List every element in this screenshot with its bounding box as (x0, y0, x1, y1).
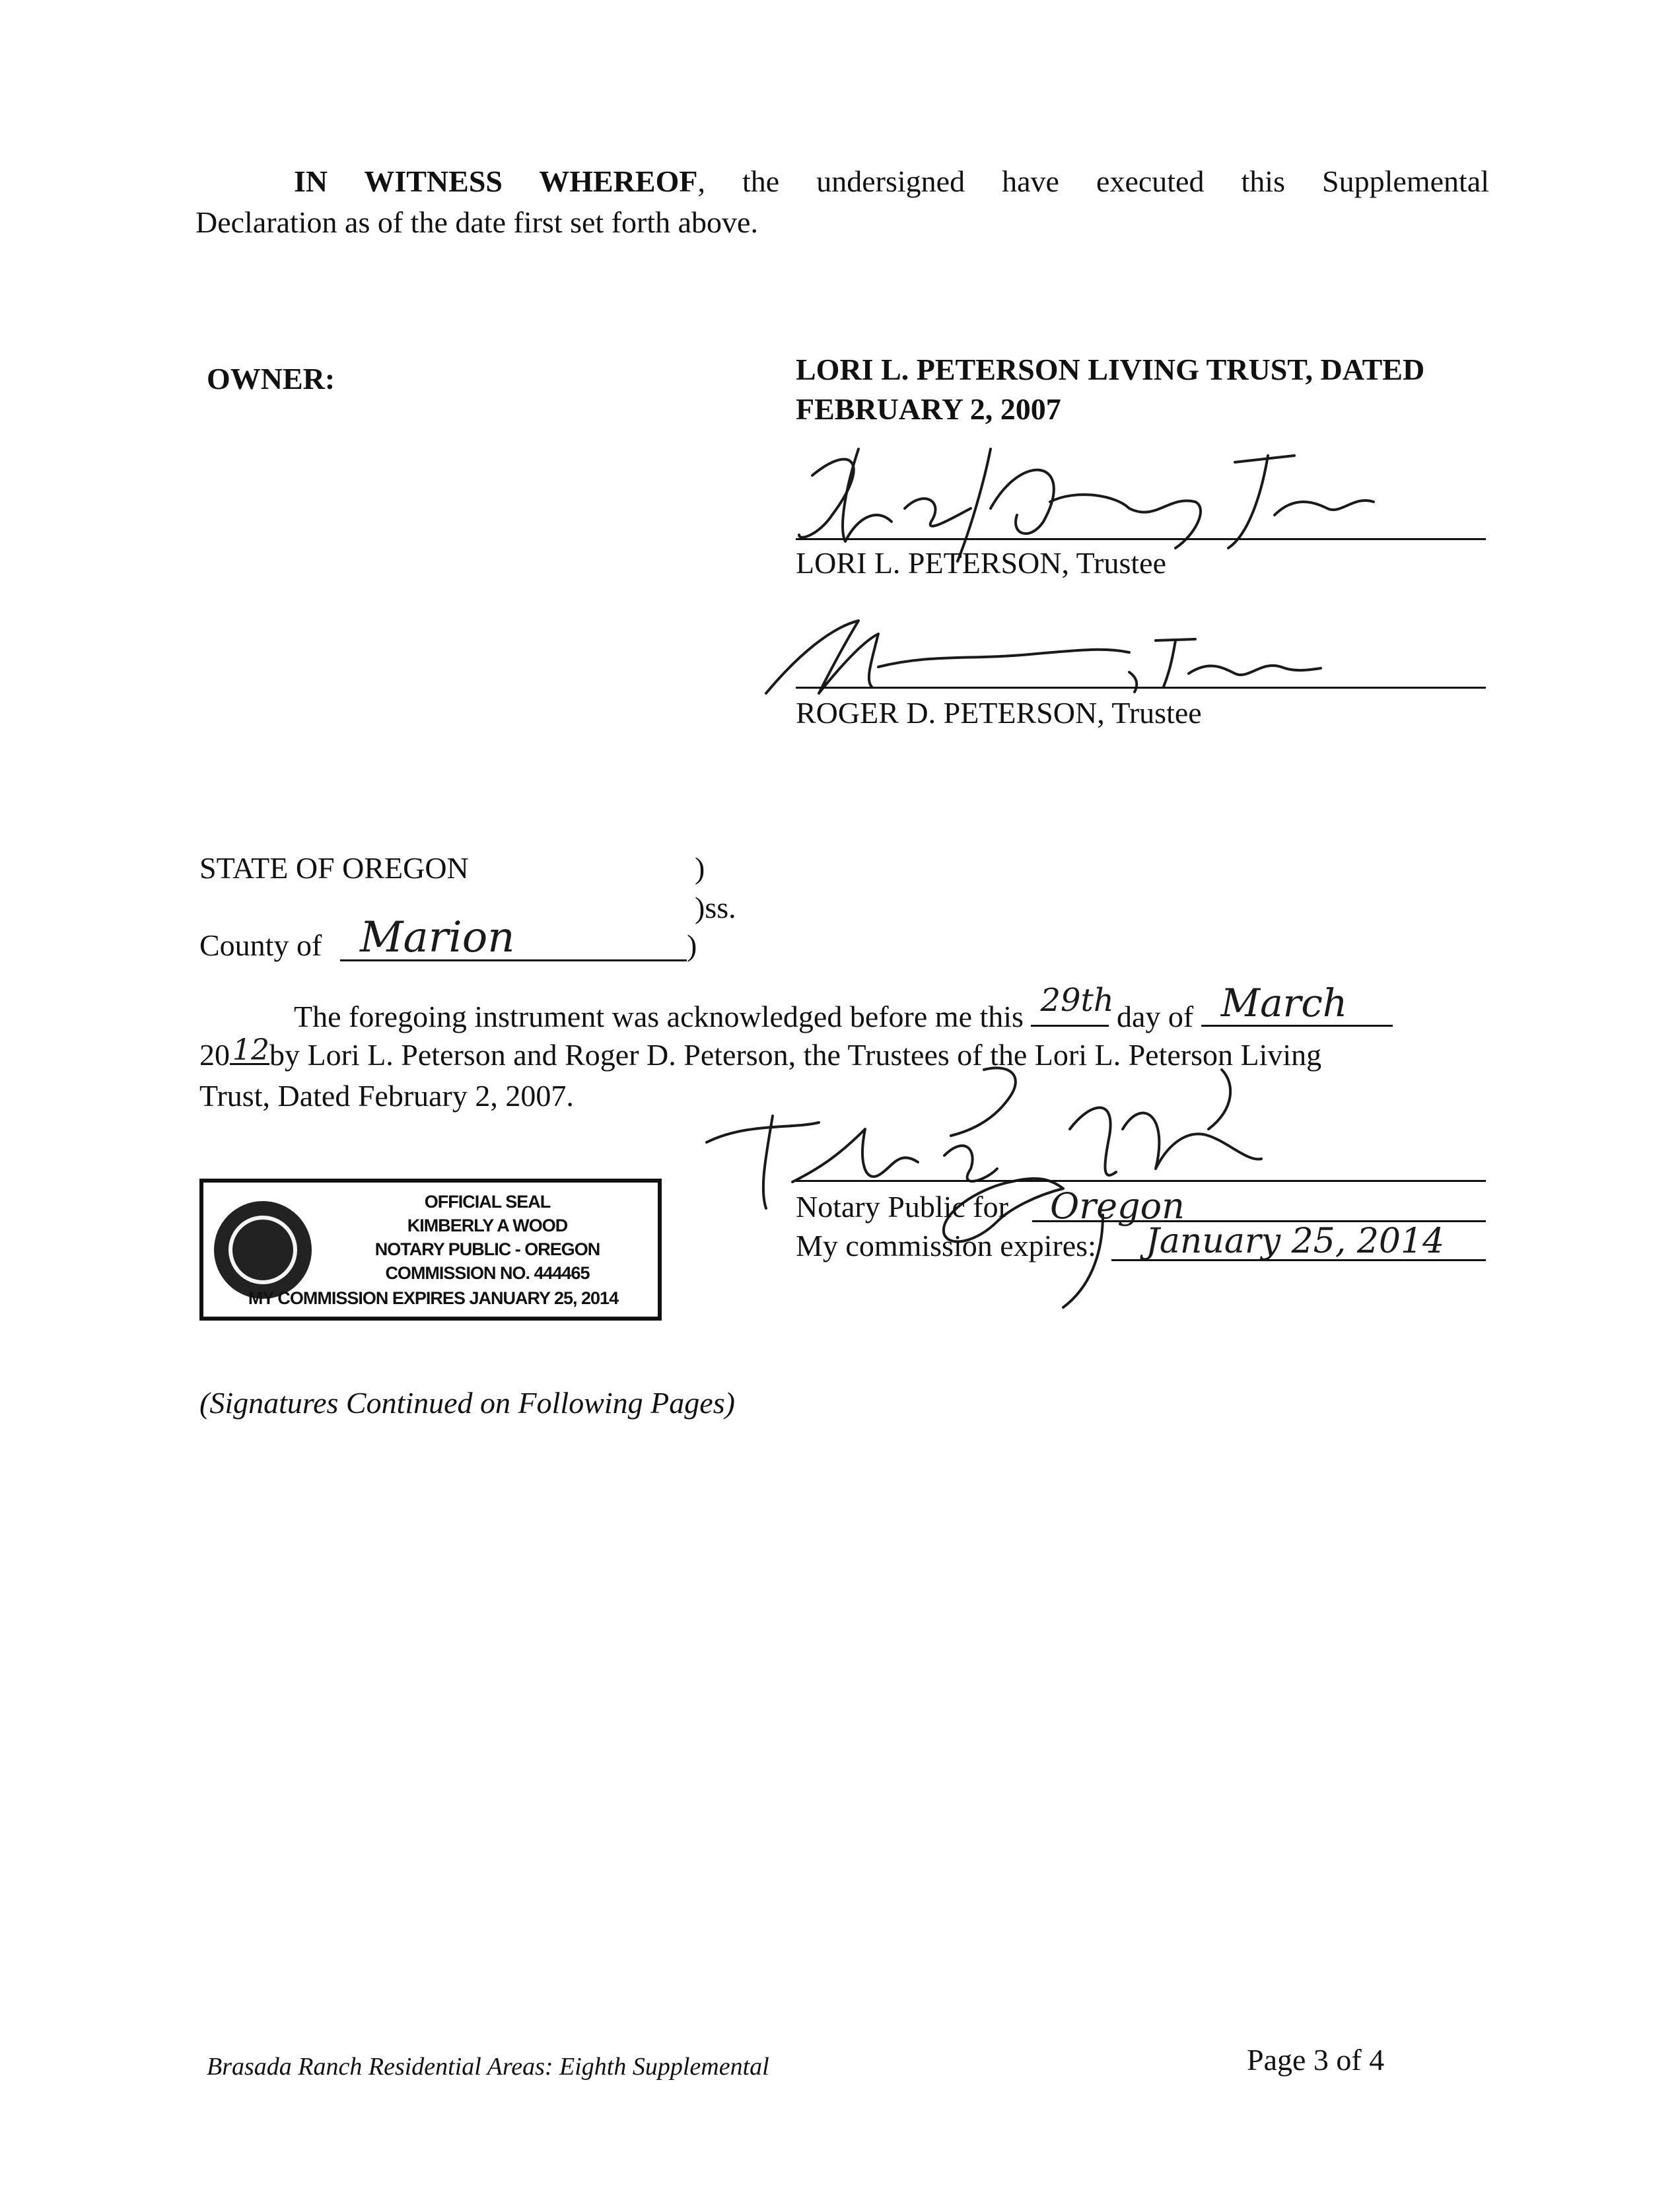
seal-line-5: MY COMMISSION EXPIRES JANUARY 25, 2014 (248, 1288, 619, 1308)
day-of-label: day of (1116, 1000, 1194, 1033)
seal-line-2: KIMBERLY A WOOD (407, 1216, 568, 1235)
trust-name-line-2: FEBRUARY 2, 2007 (796, 392, 1061, 426)
seal-line-3: NOTARY PUBLIC - OREGON (374, 1239, 600, 1259)
witness-lead: IN WITNESS WHEREOF (294, 164, 698, 198)
year-value: 12 (232, 1033, 269, 1067)
roger-peterson-signature (759, 614, 1327, 707)
signatures-continued-note: (Signatures Continued on Following Pages) (199, 1386, 735, 1420)
venue-ss: )ss. (695, 891, 736, 924)
day-field (1031, 982, 1114, 1027)
day-value: 29th (1040, 982, 1114, 1019)
trust-name-line-1: LORI L. PETERSON LIVING TRUST, DATED (796, 353, 1425, 386)
roger-printed-name: ROGER D. PETERSON, Trustee (796, 696, 1202, 730)
commission-value: January 25, 2014 (1146, 1222, 1445, 1261)
witness-line-2: Declaration as of the date first set forth above. (195, 205, 758, 239)
county-value: Marion (360, 913, 515, 962)
county-label: County of (199, 928, 322, 962)
month-field (1201, 981, 1393, 1027)
footer-page-number: Page 3 of 4 (1247, 2043, 1385, 2077)
lori-printed-name: LORI L. PETERSON, Trustee (796, 546, 1166, 580)
venue-paren-3: ) (687, 928, 697, 962)
footer-document-title: Brasada Ranch Residential Areas: Eighth Supplemental (207, 2053, 769, 2081)
year-field (230, 1033, 269, 1067)
ack-line-1 (294, 981, 1393, 1037)
ack-line-2-rest: by Lori L. Peterson and Roger D. Peterson, the Trustees of the Lori L. Peterson Living (269, 1038, 1322, 1072)
notary-signature-line (796, 1180, 1486, 1182)
seal-line-4: COMMISSION NO. 444465 (385, 1263, 590, 1283)
commission-label: My commission expires: (796, 1229, 1096, 1262)
state-label: STATE OF OREGON (199, 851, 469, 885)
ack-line-3: Trust, Dated February 2, 2007. (199, 1079, 574, 1113)
witness-line-1 (294, 162, 1489, 201)
ack-prefix: The foregoing instrument was acknowledged before me this (294, 1000, 1024, 1033)
owner-label: OWNER: (207, 362, 335, 396)
roger-signature-line (796, 687, 1486, 689)
notary-public-value: Oregon (1050, 1185, 1185, 1227)
year-prefix: 20 (199, 1038, 230, 1072)
official-seal-stamp (199, 1179, 662, 1321)
oregon-state-seal-icon (214, 1201, 312, 1299)
witness-rest: , the undersigned have executed this Supplemental (697, 164, 1489, 198)
lori-signature-line (796, 538, 1486, 540)
notary-public-label: Notary Public for (796, 1190, 1008, 1224)
venue-paren-1: ) (695, 851, 705, 885)
month-value: March (1220, 981, 1348, 1025)
seal-line-1: OFFICIAL SEAL (424, 1192, 551, 1212)
